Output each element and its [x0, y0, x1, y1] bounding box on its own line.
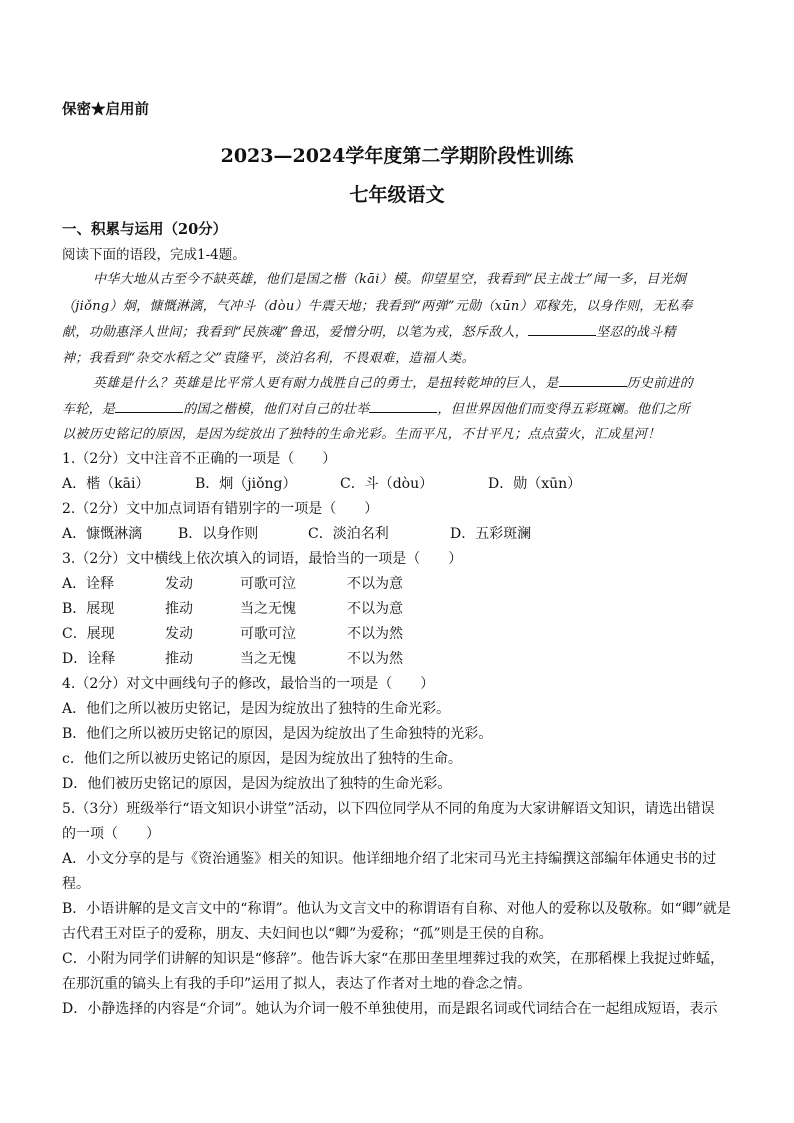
q4-option-c[interactable]: c．他们之所以被历史铭记的原因，是因为绽放出了独特的生命。 [62, 751, 462, 767]
q3-option-b-word: 推动 [165, 601, 193, 617]
section-heading: 一、积累与运用（20分） [62, 221, 228, 238]
q3-option-d[interactable]: D．诠释 [62, 651, 116, 667]
passage-line [93, 372, 693, 391]
fill-blank-1 [528, 323, 596, 336]
passage-line [62, 321, 676, 340]
question-2-stem: 2.（2分）文中加点词语有错别字的一项是（ ） [62, 501, 379, 517]
q3-option-a-word: 可歌可泣 [240, 576, 296, 592]
section-instruction: 阅读下面的语段，完成1-4题。 [62, 247, 246, 263]
exam-title: 2023—2024学年度第二学期阶段性训练 [220, 145, 574, 167]
question-1-stem: 1.（2分）文中注音不正确的一项是（ ） [62, 451, 337, 467]
q3-option-a-word: 发动 [165, 576, 193, 592]
q1-option-d[interactable]: D．勋（xūn） [488, 476, 582, 492]
q3-option-b[interactable]: B．展现 [62, 601, 115, 617]
q2-option-b[interactable]: B．以身作则 [178, 526, 259, 542]
passage-text: 英雄是什么？英雄是比平常人更有耐力战胜自己的勇士，是扭转乾坤的巨人，是 [93, 376, 559, 391]
q3-option-c-word: 不以为然 [347, 626, 403, 642]
passage-text: 车轮，是 [62, 402, 116, 417]
q5-option-b[interactable]: B．小语讲解的是文言文中的“称谓”。他认为文言文中的称谓语有自称、对他人的爱称以及敬称。如“卿”就是 [62, 901, 731, 917]
q5-option-b-cont: 古代君王对臣子的爱称，朋友、夫妇间也以“卿”为爱称；“孤”则是王侯的自称。 [62, 926, 553, 942]
passage-text: 献，功勋惠泽人世间；我看到“民族魂”鲁迅，爱憎分明，以笔为戎，怒斥敌人， [62, 325, 529, 340]
q3-option-c-word: 发动 [165, 626, 193, 642]
fill-blank-3 [115, 400, 183, 413]
q3-option-c[interactable]: C．展现 [62, 626, 115, 642]
question-3-stem: 3.（2分）文中横线上依次填入的词语，最恰当的一项是（ ） [62, 551, 463, 567]
q3-option-d-word: 当之无愧 [240, 651, 296, 667]
q3-option-b-word: 不以为意 [347, 601, 403, 617]
q1-option-b[interactable]: B．炯（jiǒng） [195, 476, 297, 492]
q2-option-a[interactable]: A．慷慨淋漓 [62, 526, 143, 542]
passage-line: 中华大地从古至今不缺英雄，他们是国之楷（kāi）模。仰望星空，我看到“民主战士”闻一多，目光炯 [93, 272, 687, 287]
q5-option-a-cont: 程。 [62, 876, 90, 892]
q1-option-c[interactable]: C．斗（dòu） [340, 476, 434, 492]
q5-option-d[interactable]: D．小静选择的内容是“介词”。她认为介词一般不单独使用，而是跟名词或代词结合在一起组成短语，表示 [62, 1001, 718, 1017]
q4-option-d[interactable]: D．他们被历史铭记的原因，是因为绽放出了独特的生命光彩。 [62, 776, 452, 792]
q4-option-b[interactable]: B．他们之所以被历史铭记的原因，是因为绽放出了生命独特的光彩。 [62, 726, 493, 742]
passage-line [62, 398, 690, 417]
passage-line: 以被历史铭记的原因，是因为绽放出了独特的生命光彩。生而平凡，不甘平凡；点点萤火，汇成星河！ [62, 427, 661, 442]
fill-blank-2 [559, 374, 627, 387]
question-5-stem: 5.（3分）班级举行“语文知识小讲堂”活动，以下四位同学从不同的角度为大家讲解语文知识，请选出错误 [62, 801, 715, 817]
q2-option-c[interactable]: C．淡泊名利 [308, 526, 389, 542]
q4-option-a[interactable]: A．他们之所以被历史铭记，是因为绽放出了独特的生命光彩。 [62, 701, 451, 717]
fill-blank-4 [369, 400, 437, 413]
passage-text: 坚忍的战斗精 [596, 325, 676, 340]
q3-option-b-word: 当之无愧 [240, 601, 296, 617]
q5-option-a[interactable]: A．小文分享的是与《资治通鉴》相关的知识。他详细地介绍了北宋司马光主持编撰这部编年体通史书的过 [62, 851, 717, 867]
q3-option-d-word: 不以为然 [347, 651, 403, 667]
q5-option-c-cont: 在那沉重的镐头上有我的手印”运用了拟人，表达了作者对土地的眷念之情。 [62, 976, 532, 992]
q3-option-c-word: 可歌可泣 [240, 626, 296, 642]
q3-option-d-word: 推动 [165, 651, 193, 667]
confidential-label: 保密★启用前 [62, 101, 149, 118]
q5-option-c[interactable]: C．小附为同学们讲解的知识是“修辞”。他告诉大家“在那田垄里埋葬过我的欢笑，在那稻棵上我捉过蚱蜢， [62, 951, 725, 967]
passage-text: ，但世界因他们而变得五彩斑斓。他们之所 [437, 402, 691, 417]
question-4-stem: 4.（2分）对文中画线句子的修改，最恰当的一项是（ ） [62, 676, 435, 692]
q3-option-a-word: 不以为意 [347, 576, 403, 592]
passage-line: 神；我看到“杂交水稻之父”袁隆平，淡泊名利，不畏艰难，造福人类。 [62, 351, 475, 366]
question-5-stem-cont: 的一项（ ） [62, 826, 160, 842]
q1-option-a[interactable]: A．楷（kāi） [62, 476, 150, 492]
q2-option-d[interactable]: D．五彩斑澜 [450, 526, 532, 542]
q3-option-a[interactable]: A．诠释 [62, 576, 115, 592]
passage-text: 历史前进的 [626, 376, 694, 391]
passage-line: （jiǒng）炯，慷慨淋漓，气冲斗（dòu）牛震天地；我看到“两弹”元勋（xūn）邓稼先，以身作则，无私奉 [62, 299, 693, 314]
passage-text: 的国之楷模，他们对自己的壮举 [183, 402, 370, 417]
exam-subtitle: 七年级语文 [349, 184, 445, 206]
